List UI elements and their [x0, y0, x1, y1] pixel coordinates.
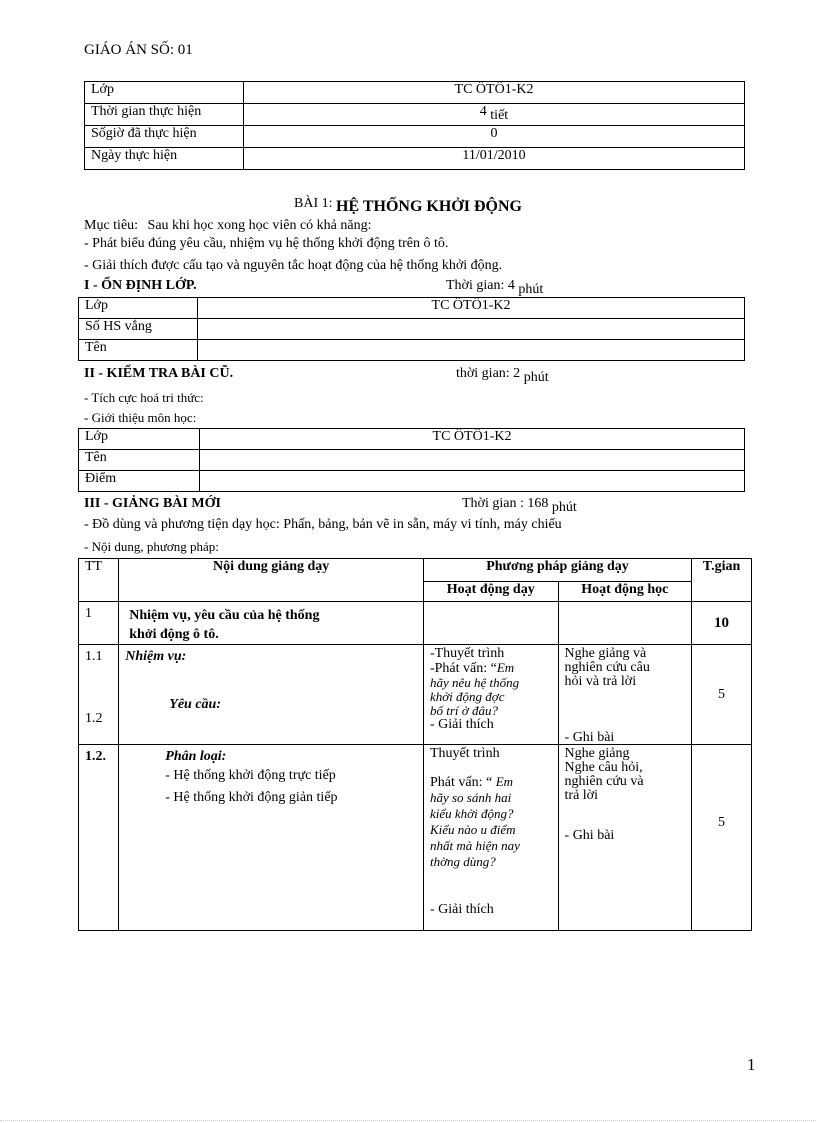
section2-title: II - KIỂM TRA BÀI CŨ.: [84, 366, 234, 381]
row3-quote-line: kiểu khởi động?: [429, 806, 514, 821]
row3-learning-line: Nghe câu hỏi,: [564, 760, 643, 775]
attendance-label-absent: Số HS vắng: [79, 319, 198, 340]
row2-quote-line: hãy nêu hệ thống: [429, 675, 520, 690]
attendance-table: [78, 297, 745, 361]
row1-tt: 1: [79, 602, 119, 645]
row3-time: 5: [692, 745, 752, 931]
row2-learning-line: hỏi và trả lời: [564, 674, 637, 689]
row3-content-item: - Hệ thống khởi động giản tiếp: [165, 790, 338, 805]
attendance-value-class: TC ÔTÔ1-K2: [198, 298, 745, 319]
table-row: [79, 340, 745, 361]
section1-time-unit: phút: [518, 282, 544, 297]
header-method: Phương pháp giảng dạy: [423, 559, 691, 582]
row3-quote-line: Kiểu nào u điểm: [429, 822, 516, 837]
row3-content-item: - Hệ thống khởi động trực tiếp: [165, 768, 336, 783]
table-row: [79, 602, 752, 645]
objectives-heading: [84, 218, 372, 234]
check-value-name: [200, 450, 745, 471]
class-info-table: [84, 81, 745, 170]
row2-quote-start: Em: [496, 660, 515, 675]
table-row: [85, 148, 745, 170]
row3-quote-line: nhất mà hiện nay: [429, 838, 520, 853]
info-value-duration: [244, 104, 745, 126]
row1-content-line: khởi động ô tô.: [129, 627, 219, 642]
row2-tt-b: 1.2: [85, 711, 103, 726]
section2-time-unit: phút: [523, 370, 549, 385]
section2-note: - Tích cực hoá tri thức:: [84, 390, 204, 405]
row3-quote-line: thờng dùng?: [429, 854, 496, 869]
section2-time: [456, 366, 549, 385]
section2-note: - Giới thiệu môn học:: [84, 410, 197, 425]
row2-ask-prefix: -Phát vấn: “: [429, 661, 497, 676]
check-label-name: Tên: [79, 450, 200, 471]
row2-teaching-line: - Giải thích: [429, 717, 494, 732]
row2-learning-line: nghiên cứu câu: [564, 660, 650, 675]
section3-note: - Đồ dùng và phương tiện dạy học: Phấn, bảng, bản vẽ in sẵn, máy vi tính, máy chiếu: [84, 517, 562, 532]
row2-content-duty: Nhiệm vụ:: [125, 649, 187, 664]
info-value-class: TC ÔTÔ1-K2: [244, 82, 745, 104]
row3-learning-line: - Ghi bài: [564, 828, 615, 843]
check-label-score: Điểm: [79, 471, 200, 492]
row2-teaching-line: [430, 661, 552, 676]
section1-time: [446, 278, 544, 297]
row2-tt: [79, 645, 119, 745]
table-row: [79, 298, 745, 319]
attendance-value-name: [198, 340, 745, 361]
table-row: [79, 645, 752, 745]
lesson-title: [294, 194, 522, 215]
table-row: [79, 450, 745, 471]
attendance-label-name: Tên: [79, 340, 198, 361]
row3-teaching-line: [430, 775, 552, 790]
attendance-value-absent: [198, 319, 745, 340]
row2-teaching-line: -Thuyết trình: [429, 646, 505, 661]
section3-title: III - GIẢNG BÀI MỚI: [84, 496, 221, 511]
old-lesson-check-table: [78, 428, 745, 492]
section3-time-unit: phút: [551, 500, 577, 515]
check-label-class: Lớp: [79, 429, 200, 450]
section1-time-label: Thời gian: 4: [446, 278, 519, 293]
row2-teaching: [423, 645, 558, 745]
table-row: [79, 319, 745, 340]
info-label-hours-done: Sốgiờ đã thực hiện: [85, 126, 244, 148]
table-row: [79, 745, 752, 931]
section2-time-label: thời gian: 2: [456, 366, 524, 381]
section3-time: [462, 496, 577, 515]
row3-quote-start: Em: [495, 774, 514, 789]
info-value-date: 11/01/2010: [244, 148, 745, 170]
row2-learning-line: Nghe giảng và: [564, 646, 647, 661]
row3-content: [119, 745, 424, 931]
section3-time-label: Thời gian : 168: [462, 496, 552, 511]
row2-tt-a: 1.1: [85, 649, 103, 664]
row2-learning: [558, 645, 692, 745]
section1-title: I - ỔN ĐỊNH LỚP.: [84, 278, 197, 293]
row3-teaching-line: - Giải thích: [429, 902, 494, 917]
table-row: [85, 82, 745, 104]
page-number: 1: [747, 1055, 756, 1074]
lesson-name: HỆ THỐNG KHỞI ĐỘNG: [336, 198, 522, 215]
objectives-intro: Sau khi học xong học viên có khả năng:: [147, 218, 372, 233]
duration-unit: tiết: [490, 108, 509, 123]
row3-learning-line: nghiên cứu và: [564, 774, 644, 789]
row2-content-requirement: Yêu cầu:: [169, 697, 221, 712]
table-row: [79, 429, 745, 450]
info-label-duration: Thời gian thực hiện: [85, 104, 244, 126]
table-header-row: [79, 559, 752, 582]
row1-learning: [558, 602, 692, 645]
row3-ask-prefix: Phát vấn: “: [429, 775, 496, 790]
header-tt: TT: [79, 559, 119, 602]
row1-time: 10: [692, 602, 752, 645]
table-row: [79, 471, 745, 492]
row3-teaching-line: Thuyết trình: [429, 746, 500, 761]
teaching-plan-table: [78, 558, 752, 931]
page-edge-divider: [0, 1120, 816, 1121]
row2-learning-line: - Ghi bài: [564, 730, 615, 745]
info-label-date: Ngày thực hiện: [85, 148, 244, 170]
check-value-class: TC ÔTÔ1-K2: [200, 429, 745, 450]
table-row: [85, 104, 745, 126]
attendance-label-class: Lớp: [79, 298, 198, 319]
row2-quote-line: khởi động đợc: [429, 689, 505, 704]
header-content: Nội dung giảng dạy: [119, 559, 424, 602]
row2-time: 5: [692, 645, 752, 745]
header-learning-activity: Hoạt động học: [558, 582, 692, 602]
row3-teaching: [423, 745, 558, 931]
table-row: [85, 126, 745, 148]
objective-item: - Giải thích được cấu tạo và nguyên tắc hoạt động của hệ thống khởi động.: [84, 258, 503, 273]
lesson-plan-number: GIÁO ÁN SỐ: 01: [84, 42, 193, 58]
check-value-score: [200, 471, 745, 492]
row3-learning-line: trả lời: [564, 788, 598, 803]
info-label-class: Lớp: [85, 82, 244, 104]
row3-quote-line: hãy so sánh hai: [429, 790, 512, 805]
row2-quote-line: bố trí ở đâu?: [429, 703, 498, 718]
row3-learning: [558, 745, 692, 931]
row3-learning-line: Nghe giảng: [564, 746, 630, 761]
objectives-label: Mục tiêu:: [84, 218, 139, 233]
info-value-hours-done: 0: [244, 126, 745, 148]
header-time: T.gian: [692, 559, 752, 602]
section3-note: - Nội dung, phương pháp:: [84, 539, 219, 554]
lesson-prefix: BÀI 1:: [294, 196, 336, 211]
row1-content-line: Nhiệm vụ, yêu cầu của hệ thống: [129, 608, 320, 623]
row2-content: [119, 645, 424, 745]
row1-teaching: [423, 602, 558, 645]
duration-number: 4: [479, 104, 491, 119]
row3-content-title: Phân loại:: [165, 749, 227, 764]
row1-content: [119, 602, 424, 645]
objective-item: - Phát biểu đúng yêu cầu, nhiệm vụ hệ thống khởi động trên ô tô.: [84, 236, 449, 251]
header-teaching-activity: Hoạt động dạy: [423, 582, 558, 602]
row3-tt: 1.2.: [79, 745, 119, 931]
